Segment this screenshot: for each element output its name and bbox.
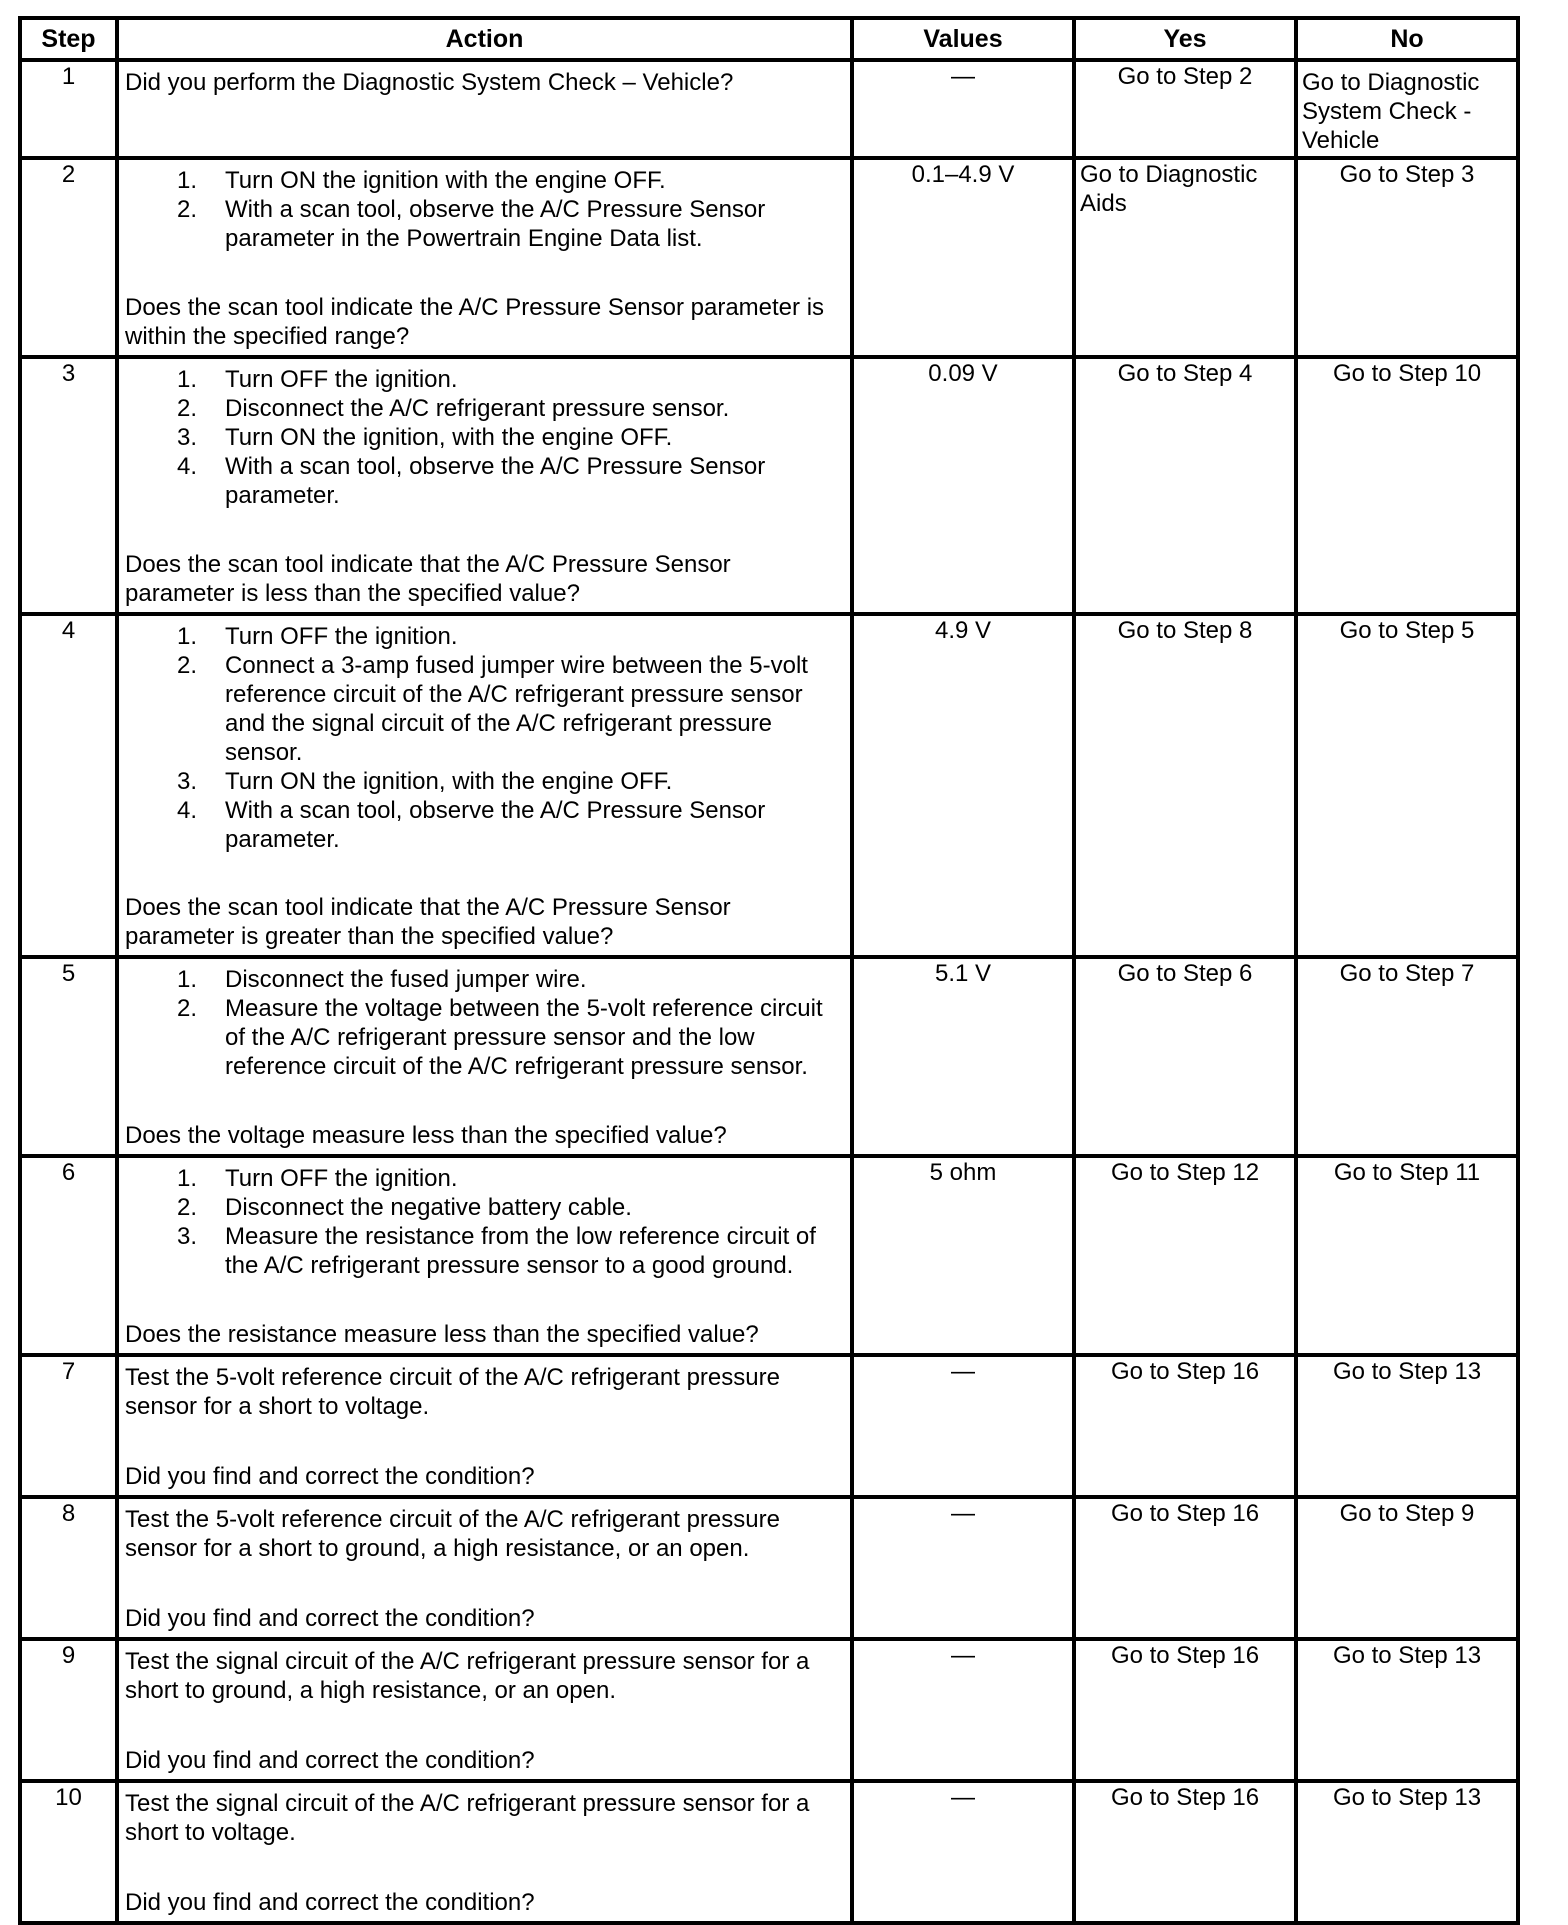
yes-link[interactable]: Go to Step 16 — [1074, 1497, 1296, 1639]
table-row — [20, 357, 1518, 614]
step-number: 10 — [20, 1781, 117, 1923]
step-text: Disconnect the negative battery cable. — [225, 1194, 632, 1221]
action-step — [125, 394, 844, 423]
step-number: 6 — [20, 1156, 117, 1355]
action-step — [125, 651, 844, 767]
action-question: Did you find and correct the condition? — [125, 1747, 535, 1774]
action-cell — [117, 1497, 852, 1639]
action-content — [119, 62, 850, 156]
action-cell — [117, 60, 852, 158]
action-question: Does the resistance measure less than the specified value? — [125, 1321, 759, 1348]
action-body — [125, 622, 844, 854]
step-index: 1. — [177, 966, 198, 993]
action-question: Does the voltage measure less than the specified value? — [125, 1122, 727, 1149]
action-step — [125, 1193, 844, 1222]
action-question: Did you find and correct the condition? — [125, 1889, 535, 1916]
step-index: 3. — [177, 768, 198, 795]
step-number: 5 — [20, 957, 117, 1156]
value-text: 0.1–4.9 V — [911, 161, 1015, 188]
step-index: 4. — [177, 797, 198, 824]
no-link[interactable]: Go to Step 13 — [1296, 1639, 1518, 1781]
no-link[interactable]: Go to Step 7 — [1296, 957, 1518, 1156]
action-body — [125, 1505, 844, 1563]
value-cell — [852, 614, 1074, 957]
step-text: Turn OFF the ignition. — [225, 1165, 458, 1192]
action-content — [119, 359, 850, 612]
action-content — [119, 1783, 850, 1921]
action-body — [125, 965, 844, 1081]
step-index: 2. — [177, 1194, 198, 1221]
action-content — [119, 1641, 850, 1779]
step-text: Turn OFF the ignition. — [225, 623, 458, 650]
action-cell — [117, 1639, 852, 1781]
action-cell — [117, 357, 852, 614]
yes-link[interactable]: Go to Step 16 — [1074, 1355, 1296, 1497]
step-text: With a scan tool, observe the A/C Pressure Sensor parameter. — [225, 453, 766, 509]
step-text: Turn ON the ignition, with the engine OFF. — [225, 768, 673, 795]
action-step — [125, 1222, 844, 1280]
step-index: 1. — [177, 623, 198, 650]
action-intro: Test the 5-volt reference circuit of the A/C refrigerant pressure sensor for a short to voltage. — [125, 1364, 780, 1420]
value-text: — — [951, 1642, 975, 1669]
yes-link[interactable]: Go to Step 2 — [1074, 60, 1296, 158]
table-row — [20, 158, 1518, 357]
step-text: Connect a 3-amp fused jumper wire between the 5-volt reference circuit of the A/C refrigerant pressure sensor and the signal circuit of the A/C refrigerant pressure sensor. — [225, 652, 808, 766]
value-text: 4.9 V — [934, 617, 992, 644]
step-index: 2. — [177, 652, 198, 679]
value-cell — [852, 1497, 1074, 1639]
action-question: Did you perform the Diagnostic System Check – Vehicle? — [125, 69, 734, 96]
action-content — [119, 160, 850, 355]
header-yes: Yes — [1074, 18, 1296, 60]
step-text: Measure the resistance from the low reference circuit of the A/C refrigerant pressure sensor to a good ground. — [225, 1223, 816, 1279]
action-body — [125, 166, 844, 253]
value-text: 5.1 V — [934, 960, 992, 987]
value-cell — [852, 158, 1074, 357]
value-cell — [852, 1639, 1074, 1781]
action-steps — [125, 622, 844, 854]
step-number: 7 — [20, 1355, 117, 1497]
diagnostic-table — [18, 16, 1520, 1925]
table-row — [20, 1497, 1518, 1639]
yes-link[interactable]: Go to Step 8 — [1074, 614, 1296, 957]
yes-link[interactable]: Go to Step 16 — [1074, 1639, 1296, 1781]
value-text: — — [951, 1500, 975, 1527]
header-no: No — [1296, 18, 1518, 60]
header-action: Action — [117, 18, 852, 60]
action-cell — [117, 1781, 852, 1923]
step-index: 2. — [177, 196, 198, 223]
action-content — [119, 616, 850, 955]
step-text: With a scan tool, observe the A/C Pressure Sensor parameter. — [225, 797, 766, 853]
no-link[interactable]: Go to Step 13 — [1296, 1781, 1518, 1923]
step-text: With a scan tool, observe the A/C Pressure Sensor parameter in the Powertrain Engine Data list. — [225, 196, 766, 252]
action-intro: Test the 5-volt reference circuit of the A/C refrigerant pressure sensor for a short to ground, a high resistance, or an open. — [125, 1506, 780, 1562]
action-content — [119, 959, 850, 1154]
yes-link[interactable]: Go to Step 6 — [1074, 957, 1296, 1156]
no-link[interactable]: Go to Step 10 — [1296, 357, 1518, 614]
value-cell — [852, 1355, 1074, 1497]
action-step — [125, 796, 844, 854]
step-index: 1. — [177, 167, 198, 194]
no-link[interactable]: Go to Step 3 — [1296, 158, 1518, 357]
value-cell — [852, 357, 1074, 614]
action-question: Does the scan tool indicate that the A/C Pressure Sensor parameter is greater than the specified value? — [125, 894, 731, 950]
step-text: Measure the voltage between the 5-volt reference circuit of the A/C refrigerant pressure sensor and the low reference circuit of the A/C refrigerant pressure sensor. — [225, 995, 823, 1080]
step-number: 3 — [20, 357, 117, 614]
table-row — [20, 1156, 1518, 1355]
step-text: Disconnect the A/C refrigerant pressure sensor. — [225, 395, 730, 422]
action-cell — [117, 1355, 852, 1497]
action-question: Did you find and correct the condition? — [125, 1463, 535, 1490]
step-number: 8 — [20, 1497, 117, 1639]
action-step — [125, 365, 844, 394]
action-cell — [117, 614, 852, 957]
value-text: 0.09 V — [928, 360, 998, 387]
step-number: 9 — [20, 1639, 117, 1781]
action-question: Does the scan tool indicate that the A/C Pressure Sensor parameter is less than the specified value? — [125, 551, 731, 607]
no-link[interactable]: Go to Diagnostic System Check - Vehicle — [1296, 60, 1518, 158]
action-content — [119, 1499, 850, 1637]
action-question: Does the scan tool indicate the A/C Pressure Sensor parameter is within the specified range? — [125, 294, 825, 350]
header-row — [20, 18, 1518, 60]
table-row — [20, 1355, 1518, 1497]
action-steps — [125, 365, 844, 510]
step-index: 4. — [177, 453, 198, 480]
step-text: Turn OFF the ignition. — [225, 366, 458, 393]
table-row — [20, 614, 1518, 957]
action-cell — [117, 158, 852, 357]
value-cell — [852, 957, 1074, 1156]
yes-link[interactable]: Go to Step 4 — [1074, 357, 1296, 614]
value-text: — — [951, 63, 975, 90]
yes-link[interactable]: Go to Step 12 — [1074, 1156, 1296, 1355]
action-steps — [125, 1164, 844, 1280]
value-cell — [852, 1781, 1074, 1923]
step-index: 1. — [177, 1165, 198, 1192]
action-content — [119, 1158, 850, 1353]
value-cell — [852, 60, 1074, 158]
action-step — [125, 994, 844, 1081]
action-step — [125, 166, 844, 195]
action-body — [125, 1789, 844, 1847]
action-question: Did you find and correct the condition? — [125, 1605, 535, 1632]
action-step — [125, 423, 844, 452]
yes-link[interactable]: Go to Diagnostic Aids — [1074, 158, 1296, 357]
action-cell — [117, 1156, 852, 1355]
action-step — [125, 1164, 844, 1193]
yes-link[interactable]: Go to Step 16 — [1074, 1781, 1296, 1923]
action-step — [125, 767, 844, 796]
value-text: 5 ohm — [929, 1159, 997, 1186]
action-step — [125, 965, 844, 994]
header-step: Step — [20, 18, 117, 60]
action-body — [125, 365, 844, 510]
step-text: Turn ON the ignition, with the engine OFF. — [225, 424, 673, 451]
header-values: Values — [852, 18, 1074, 60]
action-body — [125, 1164, 844, 1280]
action-cell — [117, 957, 852, 1156]
action-body — [125, 1647, 844, 1705]
step-text: Turn ON the ignition with the engine OFF. — [225, 167, 666, 194]
step-number: 1 — [20, 60, 117, 158]
value-text: — — [951, 1358, 975, 1385]
table-row — [20, 60, 1518, 158]
no-link[interactable]: Go to Step 5 — [1296, 614, 1518, 957]
action-steps — [125, 166, 844, 253]
action-content — [119, 1357, 850, 1495]
action-intro: Test the signal circuit of the A/C refrigerant pressure sensor for a short to ground, a high resistance, or an open. — [125, 1648, 810, 1704]
step-number: 2 — [20, 158, 117, 357]
table-row — [20, 1639, 1518, 1781]
step-index: 1. — [177, 366, 198, 393]
action-body — [125, 1363, 844, 1421]
action-step — [125, 622, 844, 651]
no-link[interactable]: Go to Step 11 — [1296, 1156, 1518, 1355]
step-index: 3. — [177, 1223, 198, 1250]
action-steps — [125, 965, 844, 1081]
action-step — [125, 195, 844, 253]
table-row — [20, 1781, 1518, 1923]
no-link[interactable]: Go to Step 13 — [1296, 1355, 1518, 1497]
step-index: 2. — [177, 395, 198, 422]
no-link[interactable]: Go to Step 9 — [1296, 1497, 1518, 1639]
step-index: 3. — [177, 424, 198, 451]
action-intro: Test the signal circuit of the A/C refrigerant pressure sensor for a short to voltage. — [125, 1790, 810, 1846]
step-text: Disconnect the fused jumper wire. — [225, 966, 587, 993]
step-index: 2. — [177, 995, 198, 1022]
step-number: 4 — [20, 614, 117, 957]
value-text: — — [951, 1784, 975, 1811]
value-cell — [852, 1156, 1074, 1355]
action-step — [125, 452, 844, 510]
table-row — [20, 957, 1518, 1156]
